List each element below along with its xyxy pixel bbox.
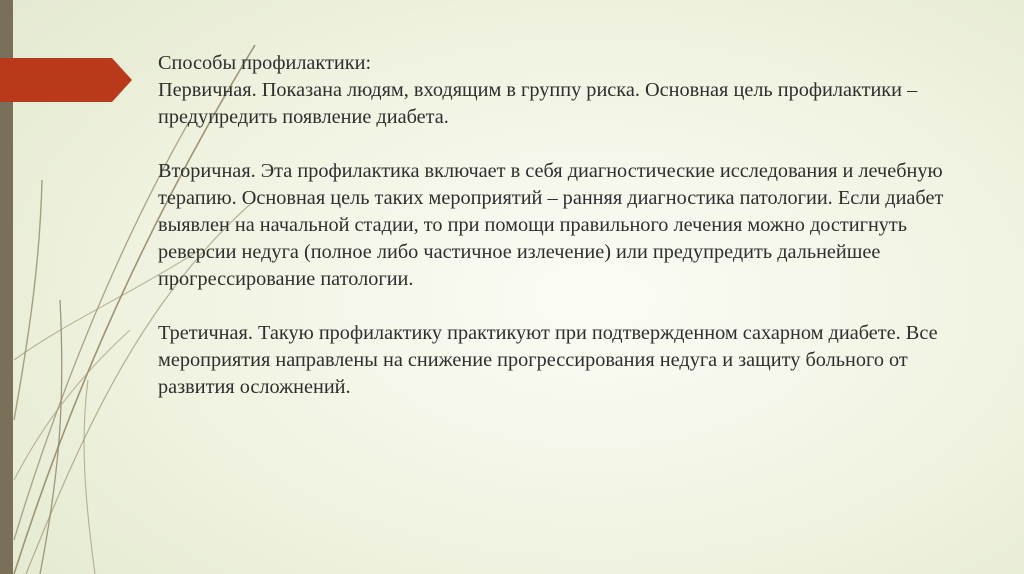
slide-heading: Способы профилактики:	[158, 52, 372, 74]
slide-content	[158, 50, 948, 401]
paragraph-gap	[158, 293, 948, 320]
paragraph-gap	[158, 131, 948, 158]
tertiary-prevention-paragraph: Третичная. Такую профилактику практикуют при подтвержденном сахарном диабете. Все мероприятия направлены на снижение прогрессирования недуга и защиту больного от развития осложнений.	[158, 322, 938, 398]
secondary-prevention-paragraph: Вторичная. Эта профилактика включает в себя диагностические исследования и лечебную терапию. Основная цель таких мероприятий – ранняя диагностика патологии. Если диабет выявлен на начальной стадии, то при помощи правильного лечения можно достигнуть реверсии недуга (полное либо частичное излечение) или предупредить дальнейшее прогрессирование патологии.	[158, 160, 944, 290]
red-arrow-banner	[0, 58, 132, 102]
primary-prevention-paragraph: Первичная. Показана людям, входящим в группу риска. Основная цель профилактики – предупредить появление диабета.	[158, 79, 918, 128]
